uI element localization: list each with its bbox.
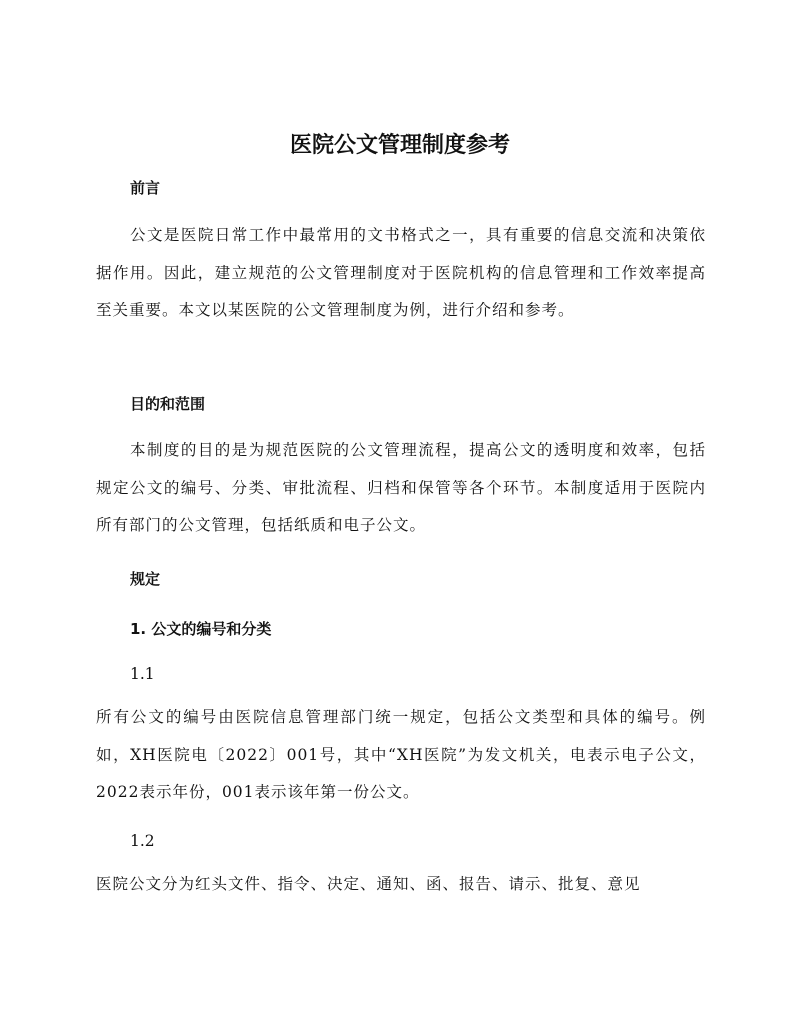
preface-paragraph: 公文是医院日常工作中最常用的文书格式之一，具有重要的信息交流和决策依据作用。因此，建立规范的公文管理制度对于医院机构的信息管理和工作效率提高至关重要。本文以某医院的公文管理制度为例，进行介绍和参考。: [96, 226, 706, 319]
section-heading-rules: 规定: [130, 570, 161, 588]
rule-item-number: 1.1: [130, 665, 155, 683]
section-heading-purpose: 目的和范围: [130, 395, 206, 413]
rule-item-number: 1.2: [130, 832, 155, 850]
document-title: 医院公文管理制度参考: [289, 133, 510, 158]
section-heading-preface: 前言: [130, 179, 161, 197]
rules-subheading-numbering: 1. 公文的编号和分类: [130, 620, 272, 638]
purpose-paragraph: 本制度的目的是为规范医院的公文管理流程，提高公文的透明度和效率，包括规定公文的编号、分类、审批流程、归档和保管等各个环节。本制度适用于医院内所有部门的公文管理，包括纸质和电子公文。: [96, 441, 706, 534]
rule-item-text: 所有公文的编号由医院信息管理部门统一规定，包括公文类型和具体的编号。例如，XH医院电〔2022〕001号，其中“XH医院”为发文机关，电表示电子公文，2022表示年份，001表示该年第一份公文。: [96, 708, 706, 801]
rule-item-text: 医院公文分为红头文件、指令、决定、通知、函、报告、请示、批复、意见: [96, 875, 641, 893]
